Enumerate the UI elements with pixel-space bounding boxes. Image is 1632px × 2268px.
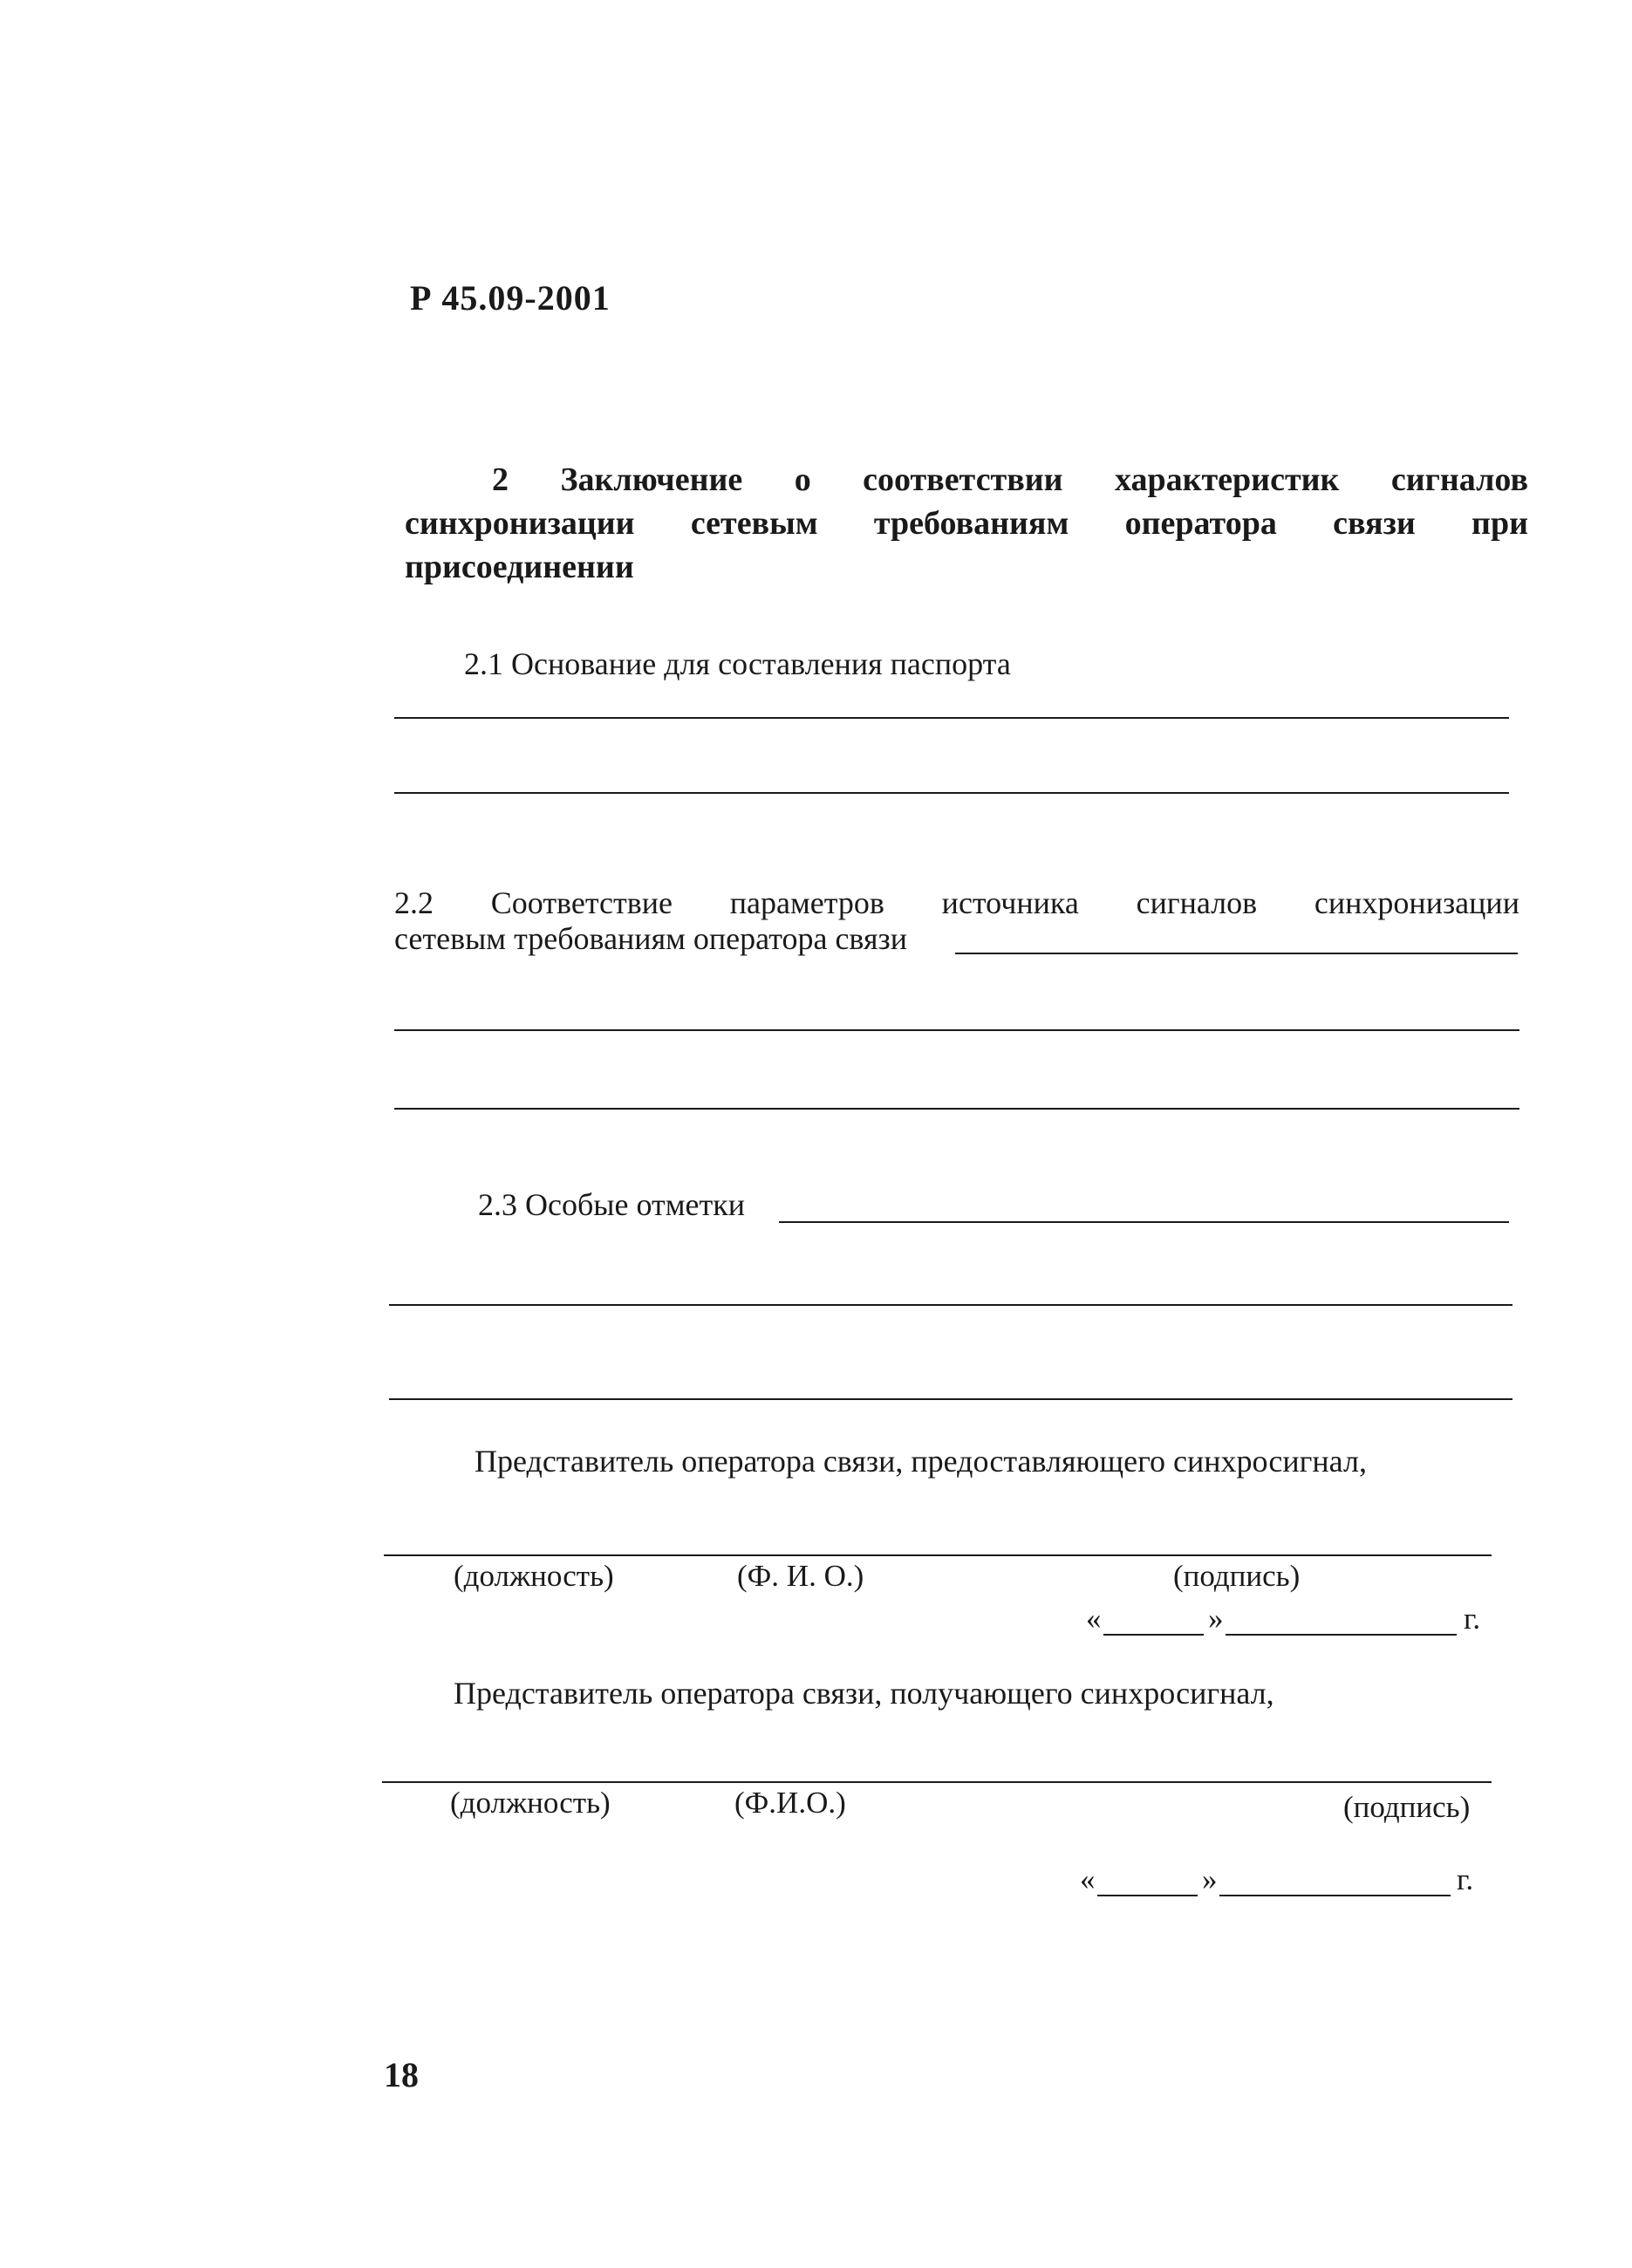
rep2-signature-label: (подпись) (1343, 1790, 1471, 1824)
rep2-title: Представитель оператора связи, получающего синхросигнал, (454, 1676, 1274, 1711)
fill-in-line[interactable] (779, 1221, 1509, 1223)
heading-word: синхронизации (405, 505, 635, 542)
rep1-name-label: (Ф. И. О.) (737, 1559, 864, 1593)
date-quote-close: » (1208, 1602, 1224, 1636)
fill-in-line[interactable] (955, 953, 1518, 954)
page-number: 18 (384, 2055, 419, 2094)
item-2-1-label: 2.1 Основание для составления паспорта (464, 646, 1011, 681)
heading-word: связи (1333, 505, 1416, 542)
item-2-2-second-line: сетевым требованиям оператора связи (394, 921, 907, 956)
date-quote-open: « (1080, 1862, 1096, 1896)
heading-word: 2 (492, 461, 509, 498)
fill-in-line[interactable] (389, 1304, 1513, 1306)
heading-word: присоединении (405, 549, 634, 585)
date-year-suffix: г. (1457, 1862, 1474, 1896)
heading-word: Заключение (560, 461, 743, 498)
item-2-3-label: 2.3 Особые отметки (478, 1187, 745, 1222)
item-2-2-word: сигналов (1136, 885, 1258, 920)
rep1-title: Представитель оператора связи, предоставляющего синхросигнал, (475, 1444, 1367, 1479)
date-month-line[interactable] (1219, 1895, 1451, 1896)
item-2-2-word: 2.2 (394, 885, 434, 920)
rep2-name-label: (Ф.И.О.) (734, 1786, 846, 1820)
heading-line-1 (405, 458, 1528, 502)
item-2-2-word: Соответствие (490, 885, 673, 920)
signature-line[interactable] (382, 1781, 1492, 1783)
rep1-signature-label: (подпись) (1173, 1559, 1301, 1593)
signature-line[interactable] (384, 1554, 1492, 1556)
heading-line-3 (405, 545, 1528, 589)
heading-word: характеристик (1114, 461, 1340, 498)
item-2-2-word: параметров (729, 885, 884, 920)
date-day-line[interactable] (1097, 1895, 1198, 1896)
rep2-position-label: (должность) (450, 1786, 611, 1820)
fill-in-line[interactable] (394, 1029, 1519, 1031)
rep1-position-label: (должность) (454, 1559, 614, 1593)
heading-word: требованиям (873, 505, 1069, 542)
item-2-2-first-line (394, 885, 1519, 921)
fill-in-line[interactable] (389, 1398, 1513, 1400)
section-heading (405, 458, 1528, 589)
document-code: Р 45.09-2001 (410, 278, 611, 318)
fill-in-line[interactable] (394, 717, 1509, 719)
heading-word: сигналов (1390, 461, 1528, 498)
heading-word: при (1472, 505, 1528, 542)
heading-word: оператора (1124, 505, 1277, 542)
date-day-line[interactable] (1103, 1634, 1204, 1636)
heading-word: соответствии (863, 461, 1063, 498)
fill-in-line[interactable] (394, 1108, 1519, 1110)
item-2-2-word: источника (941, 885, 1079, 920)
date-quote-close: » (1202, 1862, 1218, 1896)
heading-word: сетевым (690, 505, 818, 542)
date-month-line[interactable] (1226, 1634, 1457, 1636)
heading-word: о (794, 461, 811, 498)
fill-in-line[interactable] (394, 792, 1509, 794)
date-quote-open: « (1086, 1602, 1102, 1636)
heading-line-2 (405, 502, 1528, 545)
date-year-suffix: г. (1464, 1602, 1481, 1636)
item-2-2-word: синхронизации (1314, 885, 1519, 920)
